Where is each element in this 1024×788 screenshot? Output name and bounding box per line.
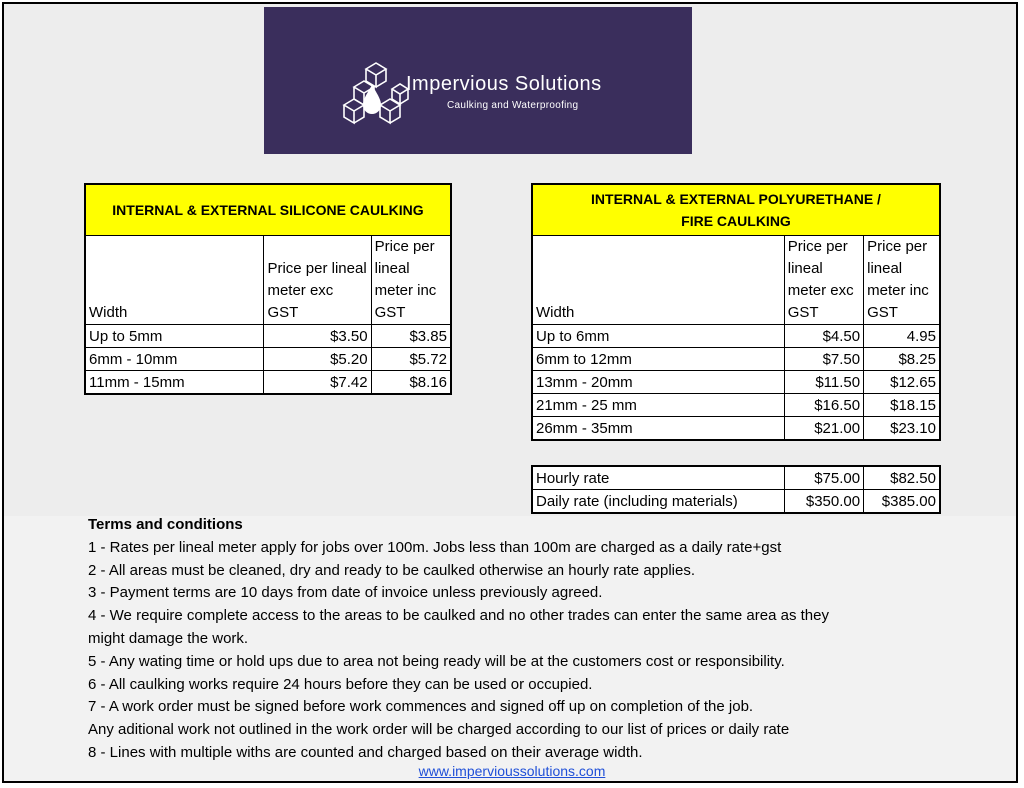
table-row	[532, 466, 940, 490]
rate-exc-cell: $75.00	[784, 466, 863, 490]
width-cell: 11mm - 15mm	[85, 371, 264, 395]
price-exc-cell: $4.50	[784, 325, 863, 348]
terms-line: 2 - All areas must be cleaned, dry and ready to be caulked otherwise an hourly rate applies.	[88, 561, 696, 579]
width-cell: 6mm to 12mm	[532, 348, 784, 371]
price-inc-cell: $3.85	[371, 325, 451, 348]
cubes-droplet-icon	[336, 55, 426, 145]
rates-table	[531, 465, 941, 514]
terms-line: 5 - Any wating time or hold ups due to area not being ready will be at the customers cost or responsibility.	[88, 652, 785, 670]
price-inc-cell: $18.15	[864, 394, 940, 417]
polyurethane-title-line2: FIRE CAULKING	[681, 213, 791, 229]
terms-line: 6 - All caulking works require 24 hours before they can be used or occupied.	[88, 675, 593, 693]
width-cell: 13mm - 20mm	[532, 371, 784, 394]
rate-inc-cell: $385.00	[864, 490, 940, 514]
polyurethane-col-exc: Price per lineal meter exc GST	[784, 236, 863, 325]
silicone-table-title: INTERNAL & EXTERNAL SILICONE CAULKING	[85, 184, 451, 236]
price-inc-cell: $12.65	[864, 371, 940, 394]
table-row	[532, 371, 940, 394]
width-cell: 6mm - 10mm	[85, 348, 264, 371]
terms-line: 1 - Rates per lineal meter apply for jobs over 100m. Jobs less than 100m are charged as a daily rate+gst	[88, 538, 782, 556]
price-inc-cell: $8.16	[371, 371, 451, 395]
terms-line: 8 - Lines with multiple withs are counted and charged based on their average width.	[88, 743, 643, 761]
terms-section	[88, 514, 968, 765]
table-row	[532, 394, 940, 417]
terms-line: might damage the work.	[88, 629, 249, 647]
polyurethane-title-line1: INTERNAL & EXTERNAL POLYURETHANE /	[591, 191, 881, 207]
table-row	[532, 490, 940, 514]
price-inc-cell: $5.72	[371, 348, 451, 371]
silicone-col-width: Width	[85, 236, 264, 325]
width-cell: 21mm - 25 mm	[532, 394, 784, 417]
price-exc-cell: $7.50	[784, 348, 863, 371]
width-cell: 26mm - 35mm	[532, 417, 784, 441]
silicone-price-table	[84, 183, 452, 395]
width-cell: Up to 5mm	[85, 325, 264, 348]
table-row	[532, 348, 940, 371]
polyurethane-col-width: Width	[532, 236, 784, 325]
rate-inc-cell: $82.50	[864, 466, 940, 490]
rate-label-cell: Daily rate (including materials)	[532, 490, 784, 514]
price-exc-cell: $3.50	[264, 325, 371, 348]
website-link[interactable]: www.impervioussolutions.com	[418, 763, 606, 779]
terms-line: 4 - We require complete access to the areas to be caulked and no other trades can enter the same area as they	[88, 607, 829, 625]
table-row	[85, 325, 451, 348]
polyurethane-col-inc: Price per lineal meter inc GST	[864, 236, 940, 325]
silicone-col-inc: Price per lineal meter inc GST	[371, 236, 451, 325]
price-exc-cell: $21.00	[784, 417, 863, 441]
silicone-col-exc: Price per lineal meter exc GST	[264, 236, 371, 325]
rate-label-cell: Hourly rate	[532, 466, 784, 490]
terms-line: 7 - A work order must be signed before work commences and signed off up on completion of the job.	[88, 698, 754, 716]
price-exc-cell: $5.20	[264, 348, 371, 371]
price-exc-cell: $11.50	[784, 371, 863, 394]
polyurethane-table-title	[532, 184, 940, 236]
price-inc-cell: $8.25	[864, 348, 940, 371]
table-row	[85, 371, 451, 395]
price-inc-cell: $23.10	[864, 417, 940, 441]
logo-banner	[264, 7, 692, 154]
table-row	[532, 417, 940, 441]
terms-line: 3 - Payment terms are 10 days from date of invoice unless previously agreed.	[88, 584, 603, 602]
terms-line: Any aditional work not outlined in the work order will be charged according to our list of prices or daily rate	[88, 721, 790, 739]
logo-title: Impervious Solutions	[406, 73, 602, 95]
logo-subtitle: Caulking and Waterproofing	[447, 100, 579, 111]
price-exc-cell: $7.42	[264, 371, 371, 395]
price-exc-cell: $16.50	[784, 394, 863, 417]
table-row	[532, 325, 940, 348]
terms-title: Terms and conditions	[88, 516, 243, 533]
rate-exc-cell: $350.00	[784, 490, 863, 514]
table-row	[85, 348, 451, 371]
width-cell: Up to 6mm	[532, 325, 784, 348]
price-inc-cell: 4.95	[864, 325, 940, 348]
polyurethane-price-table	[531, 183, 941, 441]
